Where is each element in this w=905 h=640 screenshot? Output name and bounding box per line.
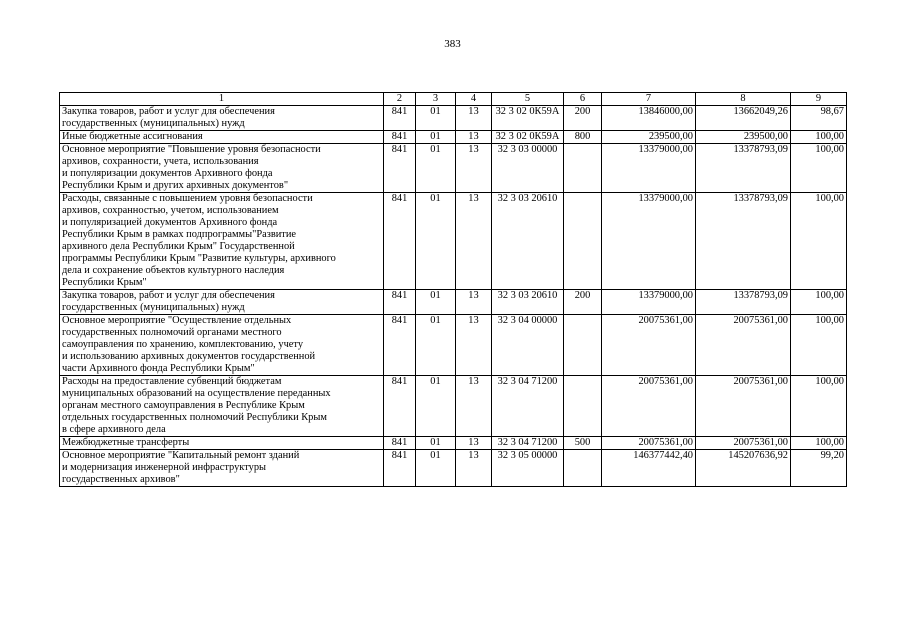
row-csr: 32 3 05 00000 xyxy=(492,450,564,487)
row-vr: 200 xyxy=(564,290,602,315)
row-rz: 01 xyxy=(416,106,456,131)
row-fact: 13378793,09 xyxy=(696,290,791,315)
table-row xyxy=(60,193,847,290)
table-row xyxy=(60,131,847,144)
row-pct: 99,20 xyxy=(791,450,847,487)
row-plan: 20075361,00 xyxy=(602,437,696,450)
row-csr: 32 3 04 00000 xyxy=(492,315,564,376)
row-pr: 13 xyxy=(456,450,492,487)
row-ved: 841 xyxy=(384,437,416,450)
row-rz: 01 xyxy=(416,437,456,450)
row-pct: 100,00 xyxy=(791,193,847,290)
row-rz: 01 xyxy=(416,315,456,376)
row-ved: 841 xyxy=(384,315,416,376)
row-pct: 100,00 xyxy=(791,290,847,315)
row-pr: 13 xyxy=(456,315,492,376)
row-pr: 13 xyxy=(456,437,492,450)
table-row xyxy=(60,290,847,315)
row-vr xyxy=(564,193,602,290)
row-plan: 20075361,00 xyxy=(602,315,696,376)
col-header-4: 4 xyxy=(456,93,492,106)
row-plan: 146377442,40 xyxy=(602,450,696,487)
row-plan: 13379000,00 xyxy=(602,193,696,290)
row-plan: 239500,00 xyxy=(602,131,696,144)
row-name: Закупка товаров, работ и услуг для обеспечения государственных (муниципальных) нужд xyxy=(60,106,384,131)
row-ved: 841 xyxy=(384,376,416,437)
row-name: Основное мероприятие "Капитальный ремонт зданий и модернизация инженерной инфраструктуры государственных архивов" xyxy=(60,450,384,487)
col-header-5: 5 xyxy=(492,93,564,106)
row-rz: 01 xyxy=(416,144,456,193)
row-plan: 13379000,00 xyxy=(602,144,696,193)
col-header-6: 6 xyxy=(564,93,602,106)
row-fact: 20075361,00 xyxy=(696,437,791,450)
row-pr: 13 xyxy=(456,144,492,193)
row-name: Расходы на предоставление субвенций бюджетам муниципальных образований на осуществление переданных органам местного самоуправления в Республике Крым отдельных государственных полномочий Республики Крым в сфере архивного дела xyxy=(60,376,384,437)
row-vr: 500 xyxy=(564,437,602,450)
row-ved: 841 xyxy=(384,193,416,290)
table-row xyxy=(60,315,847,376)
row-rz: 01 xyxy=(416,450,456,487)
header-row xyxy=(60,93,847,106)
row-rz: 01 xyxy=(416,131,456,144)
row-csr: 32 3 03 00000 xyxy=(492,144,564,193)
row-ved: 841 xyxy=(384,290,416,315)
row-name: Межбюджетные трансферты xyxy=(60,437,384,450)
col-header-1: 1 xyxy=(60,93,384,106)
row-pr: 13 xyxy=(456,290,492,315)
table-row xyxy=(60,450,847,487)
row-name: Основное мероприятие "Повышение уровня безопасности архивов, сохранности, учета, использования и популяризации документов Архивного фонда Республики Крым и других архивных документов" xyxy=(60,144,384,193)
row-fact: 20075361,00 xyxy=(696,315,791,376)
row-name: Иные бюджетные ассигнования xyxy=(60,131,384,144)
row-csr: 32 3 04 71200 xyxy=(492,437,564,450)
row-rz: 01 xyxy=(416,193,456,290)
row-ved: 841 xyxy=(384,450,416,487)
row-pct: 100,00 xyxy=(791,315,847,376)
row-plan: 20075361,00 xyxy=(602,376,696,437)
row-fact: 13378793,09 xyxy=(696,193,791,290)
row-fact: 20075361,00 xyxy=(696,376,791,437)
row-vr xyxy=(564,450,602,487)
row-pct: 98,67 xyxy=(791,106,847,131)
row-pr: 13 xyxy=(456,376,492,437)
col-header-7: 7 xyxy=(602,93,696,106)
row-pr: 13 xyxy=(456,131,492,144)
row-csr: 32 3 03 20610 xyxy=(492,193,564,290)
row-vr xyxy=(564,376,602,437)
row-vr: 200 xyxy=(564,106,602,131)
row-rz: 01 xyxy=(416,290,456,315)
col-header-8: 8 xyxy=(696,93,791,106)
row-pct: 100,00 xyxy=(791,437,847,450)
table-row xyxy=(60,376,847,437)
table-row xyxy=(60,437,847,450)
row-name: Закупка товаров, работ и услуг для обеспечения государственных (муниципальных) нужд xyxy=(60,290,384,315)
row-vr xyxy=(564,144,602,193)
budget-table xyxy=(59,92,847,487)
page-number: 383 xyxy=(444,38,461,50)
row-vr: 800 xyxy=(564,131,602,144)
row-rz: 01 xyxy=(416,376,456,437)
row-pr: 13 xyxy=(456,193,492,290)
row-name: Расходы, связанные с повышением уровня безопасности архивов, сохранностью, учетом, использованием и популяризацией документов Архивного фонда Республики Крым в рамках подпрограммы"Развитие архивного дела Республики Крым" Государственной программы Республики Крым "Развитие культуры, архивного дела и сохранение объектов культурного наследия Республики Крым" xyxy=(60,193,384,290)
row-fact: 239500,00 xyxy=(696,131,791,144)
row-csr: 32 3 04 71200 xyxy=(492,376,564,437)
row-fact: 13662049,26 xyxy=(696,106,791,131)
row-vr xyxy=(564,315,602,376)
row-ved: 841 xyxy=(384,106,416,131)
row-csr: 32 3 02 0К59А xyxy=(492,106,564,131)
col-header-2: 2 xyxy=(384,93,416,106)
row-fact: 13378793,09 xyxy=(696,144,791,193)
row-plan: 13846000,00 xyxy=(602,106,696,131)
row-ved: 841 xyxy=(384,131,416,144)
row-plan: 13379000,00 xyxy=(602,290,696,315)
col-header-9: 9 xyxy=(791,93,847,106)
row-name: Основное мероприятие "Осуществление отдельных государственных полномочий органами местного самоуправления по хранению, комплектованию, учету и использованию архивных документов государственной части Архивного фонда Республики Крым" xyxy=(60,315,384,376)
row-pct: 100,00 xyxy=(791,131,847,144)
table-row xyxy=(60,144,847,193)
row-csr: 32 3 03 20610 xyxy=(492,290,564,315)
row-ved: 841 xyxy=(384,144,416,193)
col-header-3: 3 xyxy=(416,93,456,106)
row-fact: 145207636,92 xyxy=(696,450,791,487)
row-pct: 100,00 xyxy=(791,376,847,437)
row-pr: 13 xyxy=(456,106,492,131)
row-csr: 32 3 02 0К59А xyxy=(492,131,564,144)
row-pct: 100,00 xyxy=(791,144,847,193)
table-row xyxy=(60,106,847,131)
